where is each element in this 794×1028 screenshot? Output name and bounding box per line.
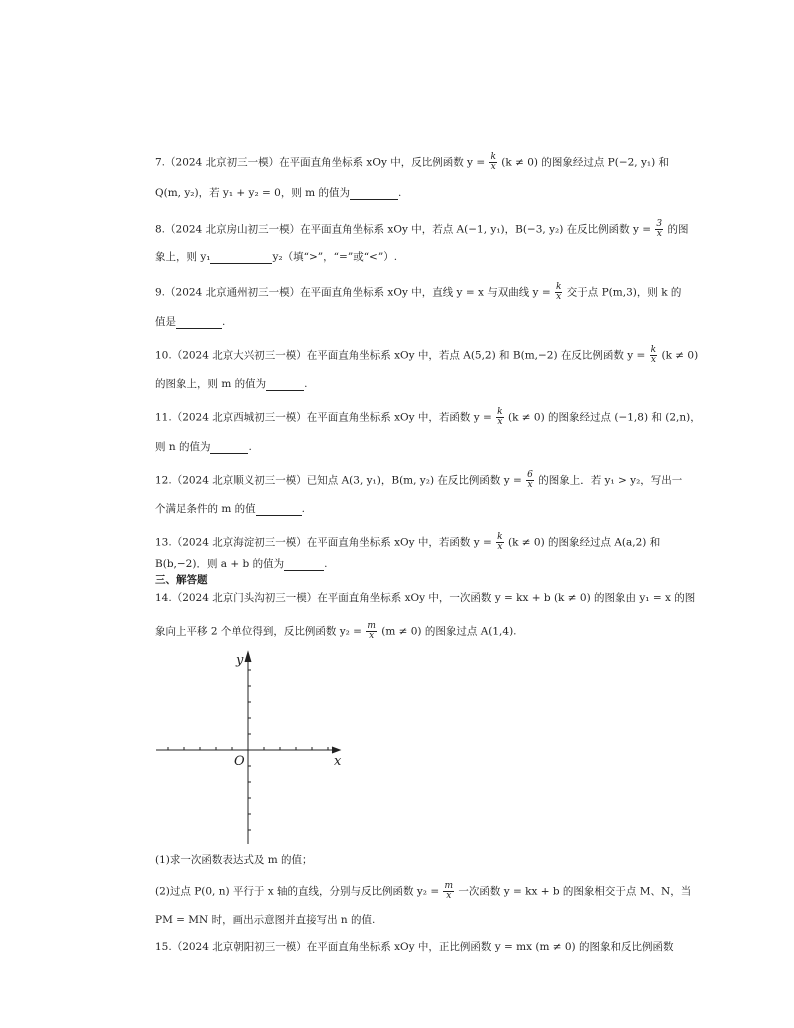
answer-blank <box>266 379 304 391</box>
q10-line2: 的图象上，则 m 的值为 . <box>155 378 308 390</box>
coordinate-plane <box>150 648 350 846</box>
q9-line1: 9.（2024 北京通州初三一模）在平面直角坐标系 xOy 中，直线 y = x 与双曲线 y = $\frac{k}{x}$ 交于点 P(m,3)，则 k 的 <box>155 282 682 302</box>
answer-blank <box>350 188 398 200</box>
q14-part2-cont: PM = MN 时，画出示意图并直接写出 n 的值. <box>155 914 376 926</box>
q12-line2: 个满足条件的 m 的值 . <box>155 503 305 515</box>
answer-blank <box>210 442 248 454</box>
q14-line1: 14.（2024 北京门头沟初三一模）在平面直角坐标系 xOy 中，一次函数 y = kx + b (k ≠ 0) 的图象由 y₁ = x 的图 <box>155 592 696 604</box>
q11-line1: 11.（2024 北京西城初三一模）在平面直角坐标系 xOy 中，若函数 y = $\frac{k}{x}$ (k ≠ 0) 的图象经过点 (−1,8) 和 (2,n)， <box>155 407 701 427</box>
y-axis-label: y <box>236 653 244 668</box>
section-heading: 三、解答题 <box>155 574 208 586</box>
fraction: $\frac{3}{x}$ <box>656 219 663 239</box>
q10-line1: 10.（2024 北京大兴初三一模）在平面直角坐标系 xOy 中，若点 A(5,2) 和 B(m,−2) 在反比例函数 y = $\frac{k}{x}$ (k ≠ 0) <box>155 345 699 365</box>
q12-line1: 12.（2024 北京顺义初三一模）已知点 A(3, y₁)，B(m, y₂) 在反比例函数 y = $\frac{6}{x}$ 的图象上．若 y₁ > y₂，写出一 <box>155 470 683 490</box>
fraction: $\frac{k}{x}$ <box>497 407 503 427</box>
q13-line1: 13.（2024 北京海淀初三一模）在平面直角坐标系 xOy 中，若函数 y = $\frac{k}{x}$ (k ≠ 0) 的图象经过点 A(a,2) 和 <box>155 532 661 552</box>
fraction: $\frac{k}{x}$ <box>497 532 503 552</box>
fraction: $\frac{k}{x}$ <box>555 282 562 302</box>
origin-label: O <box>234 754 245 769</box>
q14-part1: (1)求一次函数表达式及 m 的值； <box>155 854 313 866</box>
answer-blank <box>176 317 222 329</box>
y-arrow <box>245 652 251 662</box>
q8-line1: 8.（2024 北京房山初三一模）在平面直角坐标系 xOy 中，若点 A(−1, y₁)，B(−3, y₂) 在反比例函数 y = $\frac{3}{x}$ 的图 <box>155 219 689 239</box>
fraction: $\frac{6}{x}$ <box>527 470 533 490</box>
fraction: $\frac{m}{x}$ <box>444 881 454 901</box>
answer-blank <box>256 504 302 516</box>
q11-line2: 则 n 的值为 . <box>155 441 252 453</box>
q9-line2: 值是 . <box>155 316 226 328</box>
q13-line2: B(b,−2)．则 a + b 的值为 . <box>155 558 328 570</box>
q15-line1: 15.（2024 北京朝阳初三一模）在平面直角坐标系 xOy 中，正比例函数 y = mx (m ≠ 0) 的图象和反比例函数 <box>155 941 674 953</box>
fraction: $\frac{m}{x}$ <box>367 621 376 641</box>
answer-blank <box>284 559 324 571</box>
q7-line2: Q(m, y₂)，若 y₁ + y₂ = 0，则 m 的值为 . <box>155 187 402 199</box>
q8-line2: 象上，则 y₁ y₂（填“>”，“=”或“<”）. <box>155 251 398 263</box>
fraction: $\frac{k}{x}$ <box>650 345 657 365</box>
answer-blank <box>210 252 272 264</box>
x-arrow <box>332 747 340 753</box>
fraction: $\frac{k}{x}$ <box>490 152 496 172</box>
x-axis-label: x <box>334 754 342 769</box>
q14-line2: 象向上平移 2 个单位得到，反比例函数 y₂ = $\frac{m}{x}$ (m ≠ 0) 的图象过点 A(1,4). <box>155 621 517 641</box>
q14-part2: (2)过点 P(0, n) 平行于 x 轴的直线，分别与反比例函数 y₂ = $\frac{m}{x}$ 一次函数 y = kx + b 的图象相交于点 M、N，当 <box>155 881 692 901</box>
q7-line1: 7.（2024 北京初三一模）在平面直角坐标系 xOy 中，反比例函数 y = $\frac{k}{x}$ (k ≠ 0) 的图象经过点 P(−2, y₁) 和 <box>155 152 670 172</box>
